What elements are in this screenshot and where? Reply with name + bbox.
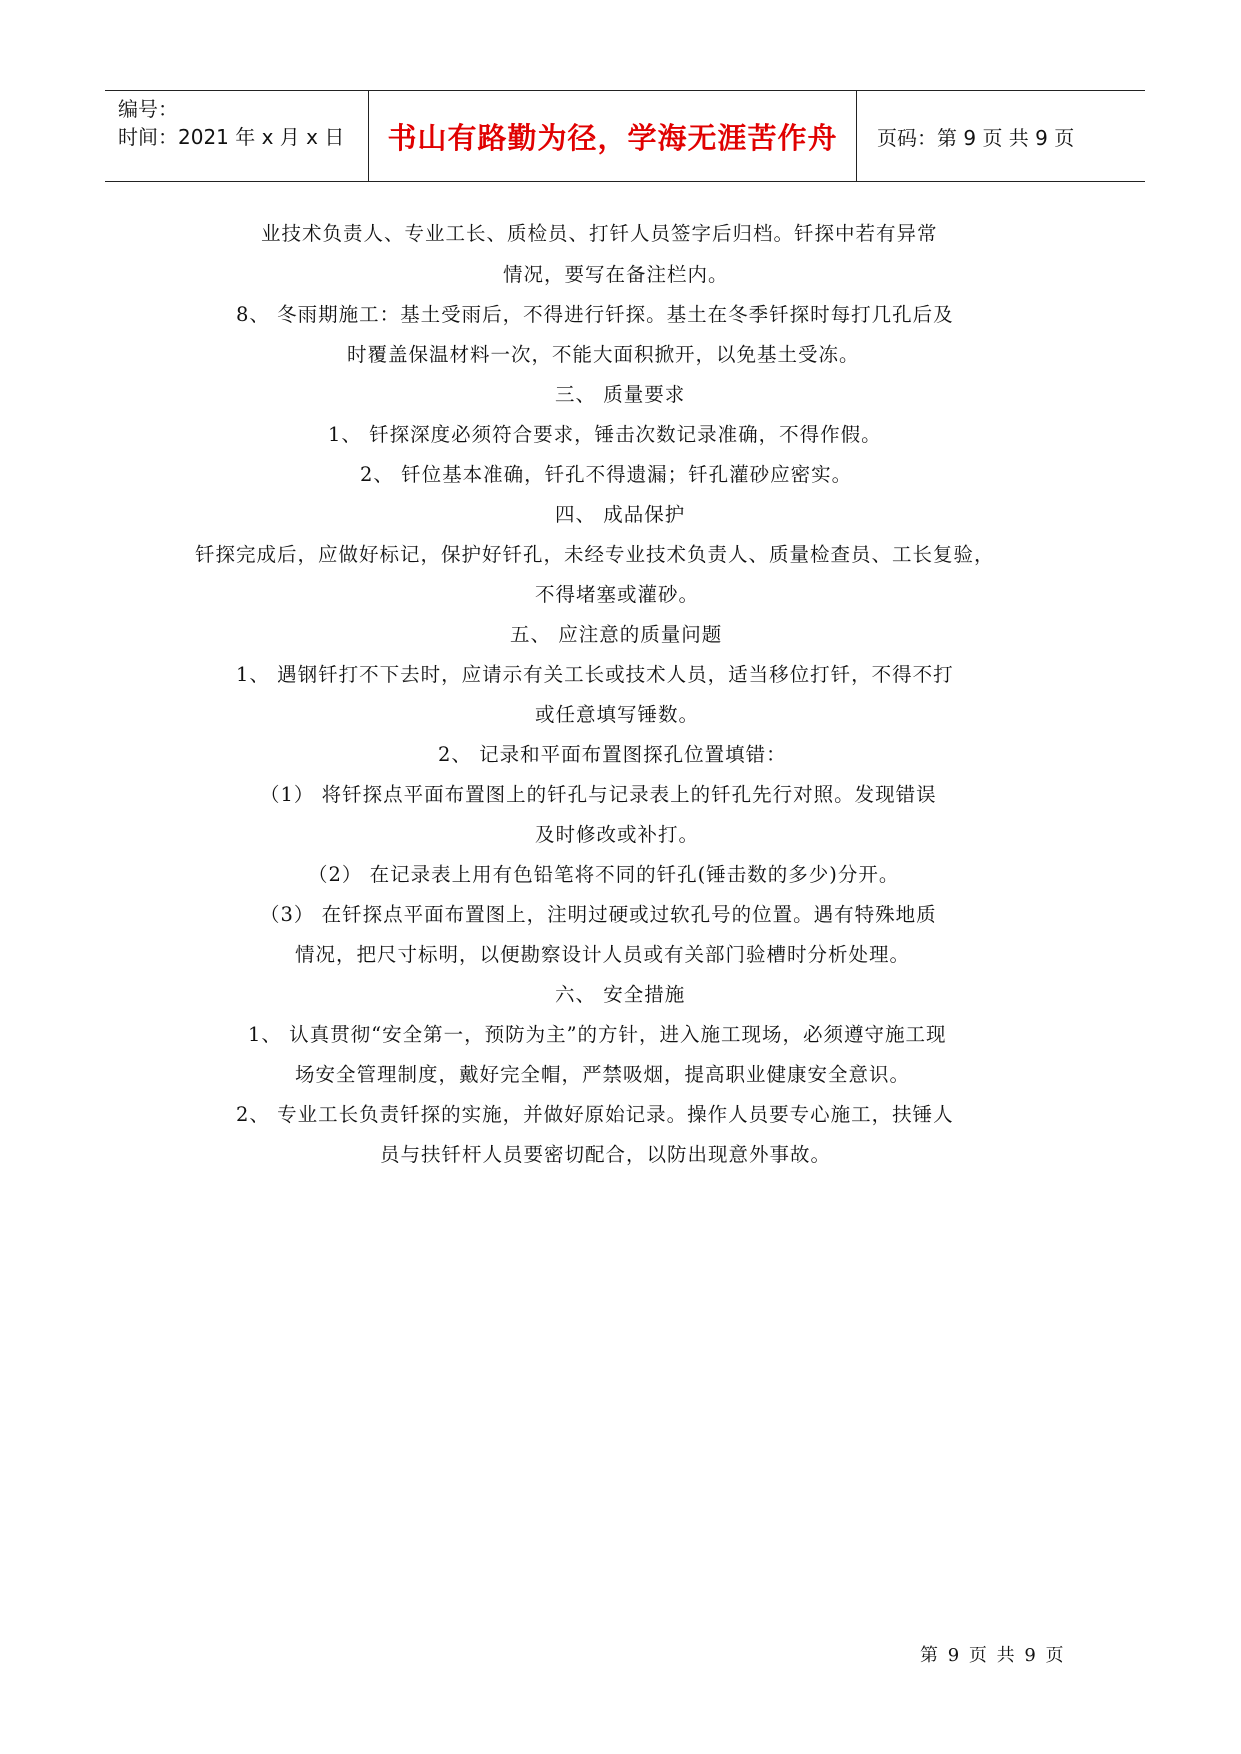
section-heading: 六、 安全措施 [555, 983, 686, 1006]
page-footer-number: 第 9 页 共 9 页 [920, 1645, 1066, 1666]
body-line: 钎探完成后，应做好标记，保护好钎孔，未经专业技术负责人、质量检查员、工长复验， [195, 543, 995, 566]
body-line: 时覆盖保温材料一次，不能大面积掀开，以免基土受冻。 [347, 343, 860, 366]
body-line: 1、 认真贯彻“安全第一，预防为主”的方针，进入施工现场，必须遵守施工现 [248, 1023, 947, 1046]
body-line: 1、 钎探深度必须符合要求，锤击次数记录准确，不得作假。 [328, 423, 882, 446]
section-heading: 四、 成品保护 [555, 503, 686, 526]
document-header [105, 90, 1145, 182]
body-line: 8、 冬雨期施工：基土受雨后，不得进行钎探。基土在冬季钎探时每打几孔后及 [236, 303, 954, 326]
body-line: （2） 在记录表上用有色铅笔将不同的钎孔(锤击数的多少)分开。 [308, 863, 900, 886]
body-line: 情况，把尺寸标明，以便勘察设计人员或有关部门验槽时分析处理。 [295, 943, 911, 966]
body-line: 2、 钎位基本准确，钎孔不得遗漏；钎孔灌砂应密实。 [360, 463, 853, 486]
header-slogan: 书山有路勤为径，学海无涯苦作舟 [369, 91, 857, 181]
body-line: 员与扶钎杆人员要密切配合，以防出现意外事故。 [380, 1143, 832, 1166]
body-line: （3） 在钎探点平面布置图上，注明过硬或过软孔号的位置。遇有特殊地质 [260, 903, 937, 926]
header-meta-cell [105, 91, 369, 181]
section-heading: 五、 应注意的质量问题 [510, 623, 723, 646]
body-line: 或任意填写锤数。 [535, 703, 700, 726]
body-line: 2、 记录和平面布置图探孔位置填错： [438, 743, 787, 766]
body-line: 业技术负责人、专业工长、质检员、打钎人员签字后归档。钎探中若有异常 [261, 222, 938, 245]
body-line: （1） 将钎探点平面布置图上的钎孔与记录表上的钎孔先行对照。发现错误 [260, 783, 937, 806]
document-time-label: 时间：2021 年 x 月 x 日 [118, 125, 345, 149]
body-line: 1、 遇钢钎打不下去时，应请示有关工长或技术人员，适当移位打钎，不得不打 [236, 663, 954, 686]
body-line: 及时修改或补打。 [535, 823, 700, 846]
header-page-info: 页码：第 9 页 共 9 页 [877, 125, 1075, 150]
body-line: 不得堵塞或灌砂。 [535, 583, 700, 606]
body-line: 场安全管理制度，戴好完全帽，严禁吸烟，提高职业健康安全意识。 [295, 1063, 911, 1086]
body-line: 情况，要写在备注栏内。 [503, 263, 729, 286]
section-heading: 三、 质量要求 [555, 383, 686, 406]
body-line: 2、 专业工长负责钎探的实施，并做好原始记录。操作人员要专心施工，扶锤人 [236, 1103, 954, 1126]
document-number-label: 编号： [118, 97, 178, 121]
